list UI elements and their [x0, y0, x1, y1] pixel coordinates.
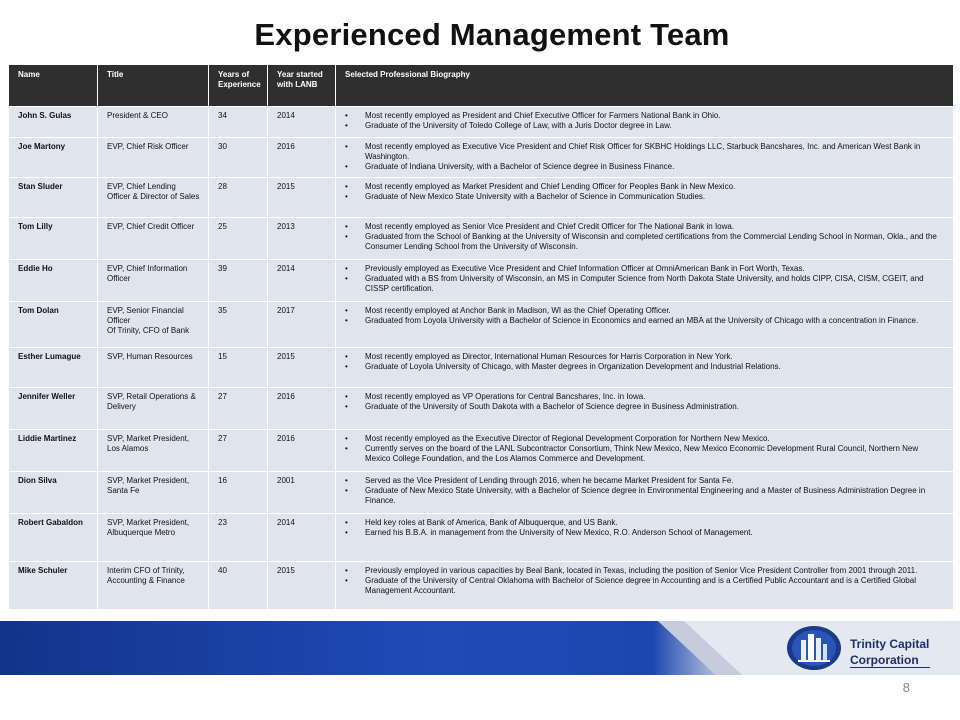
bio-item: • Graduate of the University of Central Oklahoma with Bachelor of Science degree in Accounting and is a Certified Public Accountant and is a Certified Global Management Accountant.	[345, 576, 945, 596]
cell-title: EVP, Chief Information Officer	[98, 260, 209, 302]
cell-year-started: 2013	[268, 218, 336, 260]
cell-bio	[336, 107, 954, 138]
table-row	[9, 302, 954, 348]
bio-list	[345, 142, 945, 172]
trinity-capital-logo-icon	[784, 624, 844, 672]
cell-years: 25	[209, 218, 268, 260]
bio-item: • Graduate of Indiana University, with a Bachelor of Science degree in Business Finance.	[345, 162, 945, 172]
bio-item: • Currently serves on the board of the LANL Subcontractor Consortium, Think New Mexico, New Mexico Economic Development Rural Council, Northern New Mexico College Foundation, and the Los Alamos Commerce and Development.	[345, 444, 945, 464]
company-logo-text	[850, 636, 929, 668]
cell-title: SVP, Market President, Santa Fe	[98, 472, 209, 514]
cell-bio	[336, 472, 954, 514]
cell-year-started: 2015	[268, 562, 336, 610]
cell-year-started: 2015	[268, 348, 336, 388]
bio-list	[345, 111, 945, 131]
cell-bio	[336, 138, 954, 178]
bio-item: • Graduate of Loyola University of Chicago, with Master degrees in Organization Development and Industrial Relations.	[345, 362, 945, 372]
table-row	[9, 138, 954, 178]
table-row	[9, 178, 954, 218]
bio-item: • Most recently employed as Director, International Human Resources for Harris Corporation in New York.	[345, 352, 945, 362]
cell-years: 27	[209, 430, 268, 472]
cell-years: 23	[209, 514, 268, 562]
cell-years: 15	[209, 348, 268, 388]
header-title: Title	[98, 65, 209, 107]
header-years: Years of Experience	[209, 65, 268, 107]
cell-years: 28	[209, 178, 268, 218]
bio-list	[345, 182, 945, 202]
header-year-started: Year started with LANB	[268, 65, 336, 107]
cell-name: Tom Dolan	[9, 302, 98, 348]
logo-underline	[850, 667, 930, 668]
cell-name: Robert Gabaldon	[9, 514, 98, 562]
bio-list	[345, 434, 945, 464]
bio-list	[345, 392, 945, 412]
bio-item: • Held key roles at Bank of America, Bank of Albuquerque, and US Bank.	[345, 518, 945, 528]
table-row	[9, 388, 954, 430]
cell-title: Interim CFO of Trinity, Accounting & Finance	[98, 562, 209, 610]
cell-bio	[336, 348, 954, 388]
logo-line-1: Trinity Capital	[850, 637, 930, 651]
bio-list	[345, 566, 945, 596]
slide-title: Experienced Management Team	[254, 17, 730, 52]
cell-title: EVP, Chief Credit Officer	[98, 218, 209, 260]
table-row	[9, 348, 954, 388]
bio-item: • Most recently employed at Anchor Bank in Madison, WI as the Chief Operating Officer.	[345, 306, 945, 316]
bio-item: • Most recently employed as the Executive Director of Regional Development Corporation for Northern New Mexico.	[345, 434, 945, 444]
table-row	[9, 430, 954, 472]
cell-name: Joe Martony	[9, 138, 98, 178]
bio-list	[345, 222, 945, 252]
cell-name: Mike Schuler	[9, 562, 98, 610]
bio-item: • Most recently employed as Executive Vice President and Chief Risk Officer for SKBHC Holdings LLC, Starbuck Bancshares, Inc. and American West Bank in Washington.	[345, 142, 945, 162]
cell-bio	[336, 562, 954, 610]
cell-years: 35	[209, 302, 268, 348]
cell-years: 16	[209, 472, 268, 514]
cell-title: EVP, Senior Financial Officer Of Trinity, CFO of Bank	[98, 302, 209, 348]
bio-item: • Most recently employed as Market President and Chief Lending Officer for Peoples Bank in New Mexico.	[345, 182, 945, 192]
cell-years: 27	[209, 388, 268, 430]
table-row	[9, 218, 954, 260]
cell-bio	[336, 178, 954, 218]
table-body	[9, 107, 954, 610]
bio-item: • Most recently employed as Senior Vice President and Chief Credit Officer for The National Bank in Iowa.	[345, 222, 945, 232]
bio-item: • Most recently employed as VP Operations for Central Bancshares, Inc. in Iowa.	[345, 392, 945, 402]
cell-years: 34	[209, 107, 268, 138]
cell-year-started: 2016	[268, 430, 336, 472]
bio-item: • Graduate of the University of South Dakota with a Bachelor of Science degree in Business Administration.	[345, 402, 945, 412]
table-row	[9, 107, 954, 138]
bio-list	[345, 306, 945, 326]
cell-bio	[336, 260, 954, 302]
management-team-table	[8, 64, 954, 610]
cell-name: Stan Sluder	[9, 178, 98, 218]
cell-name: Tom Lilly	[9, 218, 98, 260]
bio-item: • Previously employed as Executive Vice President and Chief Information Officer at OmniAmerican Bank in Fort Worth, Texas.	[345, 264, 945, 274]
table-row	[9, 260, 954, 302]
cell-bio	[336, 218, 954, 260]
cell-name: John S. Gulas	[9, 107, 98, 138]
cell-title: SVP, Market President, Los Alamos	[98, 430, 209, 472]
bio-item: • Previously employed in various capacities by Beal Bank, located in Texas, including the position of Senior Vice President Controller from 2001 through 2011.	[345, 566, 945, 576]
table-row	[9, 562, 954, 610]
header-name: Name	[9, 65, 98, 107]
cell-year-started: 2001	[268, 472, 336, 514]
header-bio: Selected Professional Biography	[336, 65, 954, 107]
cell-bio	[336, 514, 954, 562]
cell-year-started: 2016	[268, 138, 336, 178]
cell-bio	[336, 388, 954, 430]
cell-year-started: 2014	[268, 514, 336, 562]
cell-bio	[336, 302, 954, 348]
bio-list	[345, 352, 945, 372]
cell-year-started: 2016	[268, 388, 336, 430]
table-header-row	[9, 65, 954, 107]
cell-years: 30	[209, 138, 268, 178]
table-row	[9, 472, 954, 514]
bio-item: • Most recently employed as President and Chief Executive Officer for Farmers National Bank in Ohio.	[345, 111, 945, 121]
cell-name: Liddie Martinez	[9, 430, 98, 472]
cell-name: Eddie Ho	[9, 260, 98, 302]
bio-item: • Earned his B.B.A. in management from the University of New Mexico, R.O. Anderson School of Management.	[345, 528, 945, 538]
cell-title: EVP, Chief Risk Officer	[98, 138, 209, 178]
bio-item: • Graduate of the University of Toledo College of Law, with a Juris Doctor degree in Law.	[345, 121, 945, 131]
cell-years: 40	[209, 562, 268, 610]
cell-title: EVP, Chief Lending Officer & Director of Sales	[98, 178, 209, 218]
table-row	[9, 514, 954, 562]
cell-name: Jennifer Weller	[9, 388, 98, 430]
bio-item: • Served as the Vice President of Lending through 2016, when he became Market President for Santa Fe.	[345, 476, 945, 486]
cell-bio	[336, 430, 954, 472]
cell-year-started: 2014	[268, 107, 336, 138]
bio-list	[345, 264, 945, 294]
cell-name: Dion Silva	[9, 472, 98, 514]
bio-item: • Graduate of New Mexico State University with a Bachelor of Science in Communication Studies.	[345, 192, 945, 202]
cell-title: SVP, Human Resources	[98, 348, 209, 388]
bio-list	[345, 476, 945, 506]
cell-name: Esther Lumague	[9, 348, 98, 388]
bio-item: • Graduated with a BS from University of Wisconsin, an MS in Computer Science from North Dakota State University, and holds CIPP, CISA, CISM, CGEIT, and CISSP certification.	[345, 274, 945, 294]
bio-item: • Graduated from Loyola University with a Bachelor of Science in Economics and earned an MBA at the University of Chicago with a concentration in Finance.	[345, 316, 945, 326]
cell-year-started: 2015	[268, 178, 336, 218]
cell-year-started: 2017	[268, 302, 336, 348]
page-number: 8	[902, 680, 910, 695]
logo-line-2: Corporation	[850, 653, 919, 667]
bio-list	[345, 518, 945, 538]
bio-item: • Graduate of New Mexico State University, with a Bachelor of Science degree in Environmental Engineering and a Master of Business Administration Degree in Finance.	[345, 486, 945, 506]
cell-title: SVP, Retail Operations & Delivery	[98, 388, 209, 430]
cell-title: SVP, Market President, Albuquerque Metro	[98, 514, 209, 562]
cell-years: 39	[209, 260, 268, 302]
cell-title: President & CEO	[98, 107, 209, 138]
bio-item: • Graduated from the School of Banking at the University of Wisconsin and completed certifications from the Commercial Lending School in Norman, Okla., and the Consumer Lending School from the University of Wisconsin.	[345, 232, 945, 252]
cell-year-started: 2014	[268, 260, 336, 302]
